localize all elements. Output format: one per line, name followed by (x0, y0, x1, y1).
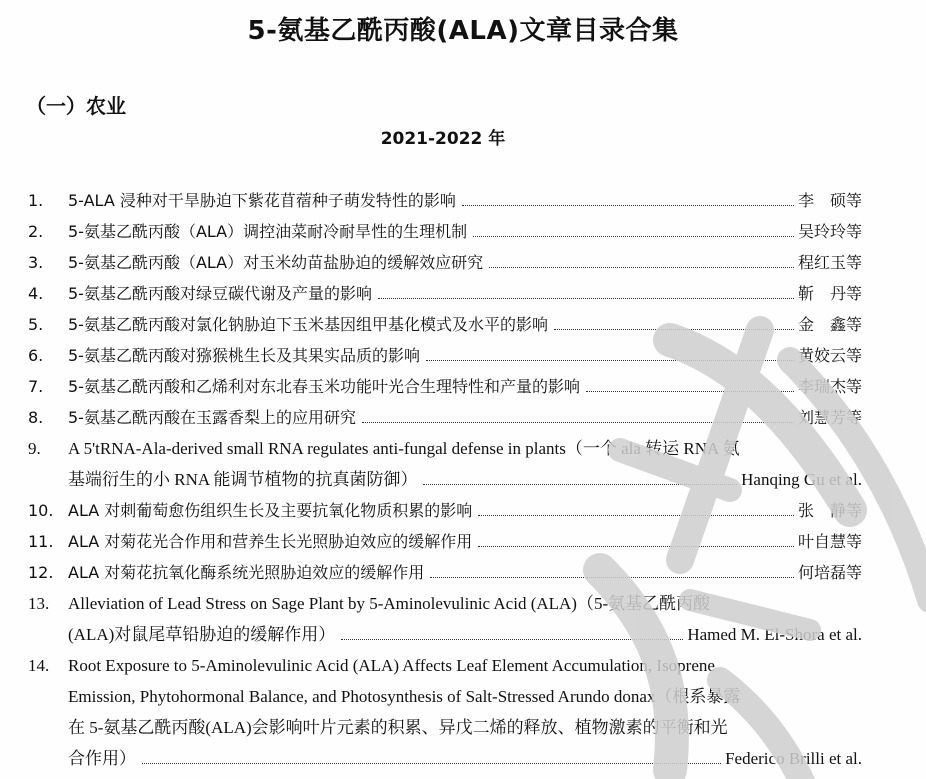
entry-author: 程红玉等 (797, 253, 862, 272)
entry-number: 3. (28, 253, 44, 272)
entry-title-line-last (68, 464, 862, 495)
toc-entry[interactable] (28, 402, 862, 433)
entry-number: 7. (28, 377, 44, 396)
entry-title-line-last (68, 619, 862, 650)
entry-title-line: A 5'tRNA-Ala-derived small RNA regulates anti-fungal defense in plants（一个 ala 转运 RNA 氨 (68, 439, 740, 458)
entry-author: 黄姣云等 (797, 346, 862, 365)
entry-author: 金 鑫等 (797, 315, 862, 334)
year-heading: 2021-2022 年 (380, 129, 506, 149)
leader-dots (554, 328, 794, 330)
entry-author: 李 硕等 (797, 191, 862, 210)
document-title: 5-氨基乙酰丙酸(ALA)文章目录合集 (247, 16, 679, 46)
entry-number: 6. (28, 346, 44, 365)
entry-number: 5. (28, 315, 44, 334)
entry-number: 13. (28, 594, 50, 613)
leader-dots (378, 297, 794, 299)
entry-title: ALA 对菊花抗氧化酶系统光照胁迫效应的缓解作用 (68, 563, 425, 582)
toc-entry[interactable] (28, 185, 862, 216)
toc-entry[interactable] (28, 557, 862, 588)
leader-dots (478, 514, 794, 516)
entry-author: Federico Brilli et al. (725, 749, 862, 768)
entry-author: Hanqing Gu et al. (741, 470, 862, 489)
toc-entry[interactable] (28, 495, 862, 526)
leader-dots (586, 390, 794, 392)
toc-entry[interactable] (28, 309, 862, 340)
leader-dots (341, 638, 683, 640)
entry-number: 10. (28, 501, 54, 520)
leader-dots (362, 421, 794, 423)
entry-title: 5-氨基乙酰丙酸在玉露香梨上的应用研究 (68, 408, 356, 427)
entry-title-line: 基端衍生的小 RNA 能调节植物的抗真菌防御） (68, 470, 418, 489)
toc-entry[interactable] (28, 526, 862, 557)
entry-title-line: Emission, Phytohormonal Balance, and Photosynthesis of Salt-Stressed Arundo donax（根系暴露 (68, 687, 741, 706)
entry-author: 何培磊等 (797, 563, 862, 582)
toc-entry[interactable] (28, 588, 862, 650)
entry-title: 5-ALA 浸种对干旱胁迫下紫花苜蓿种子萌发特性的影响 (68, 191, 456, 210)
entry-number: 1. (28, 191, 44, 210)
entry-title-line: 在 5-氨基乙酰丙酸(ALA)会影响叶片元素的积累、异戊二烯的释放、植物激素的平衡和光 (68, 718, 728, 737)
entry-number: 9. (28, 439, 41, 458)
entry-title-line-last (68, 743, 862, 774)
entry-number: 14. (28, 656, 50, 675)
entry-title-line: (ALA)对鼠尾草铅胁迫的缓解作用） (68, 625, 336, 644)
entry-title: 5-氨基乙酰丙酸对氯化钠胁迫下玉米基因组甲基化模式及水平的影响 (68, 315, 548, 334)
section-heading: （一）农业 (26, 94, 126, 118)
leader-dots (430, 576, 794, 578)
entry-author: 靳 丹等 (797, 284, 862, 303)
toc-entry[interactable] (28, 650, 862, 774)
toc-entry[interactable] (28, 340, 862, 371)
entry-number: 8. (28, 408, 44, 427)
entry-author: 李瑞杰等 (797, 377, 862, 396)
leader-dots (426, 359, 794, 361)
leader-dots (462, 204, 794, 206)
leader-dots (478, 545, 794, 547)
entry-author: 吴玲玲等 (797, 222, 862, 241)
entry-body (68, 650, 862, 774)
entry-title: 5-氨基乙酰丙酸（ALA）对玉米幼苗盐胁迫的缓解效应研究 (68, 253, 484, 272)
entry-author: 叶自慧等 (797, 532, 862, 551)
entry-number: 4. (28, 284, 44, 303)
entry-number: 12. (28, 563, 54, 582)
entry-title-line: Alleviation of Lead Stress on Sage Plant by 5-Aminolevulinic Acid (ALA)（5-氨基乙酰丙酸 (68, 594, 711, 613)
entry-number: 2. (28, 222, 44, 241)
entry-title: 5-氨基乙酰丙酸（ALA）调控油菜耐冷耐旱性的生理机制 (68, 222, 468, 241)
entry-author: 张 静等 (797, 501, 862, 520)
toc-entry[interactable] (28, 371, 862, 402)
entry-body (68, 433, 862, 495)
toc-entry[interactable] (28, 278, 862, 309)
toc-entry[interactable] (28, 216, 862, 247)
entry-title: 5-氨基乙酰丙酸对猕猴桃生长及其果实品质的影响 (68, 346, 420, 365)
entry-number: 11. (28, 532, 54, 551)
entry-body (68, 588, 862, 650)
entry-author: 刘慧芳等 (797, 408, 862, 427)
entry-title: ALA 对菊花光合作用和营养生长光照胁迫效应的缓解作用 (68, 532, 473, 551)
entry-title: 5-氨基乙酰丙酸对绿豆碳代谢及产量的影响 (68, 284, 372, 303)
leader-dots (473, 235, 794, 237)
entry-title: ALA 对刺葡萄愈伤组织生长及主要抗氧化物质积累的影响 (68, 501, 473, 520)
toc-entry[interactable] (28, 433, 862, 495)
leader-dots (423, 483, 737, 485)
entry-title: 5-氨基乙酰丙酸和乙烯利对东北春玉米功能叶光合生理特性和产量的影响 (68, 377, 580, 396)
leader-dots (142, 762, 721, 764)
table-of-contents (28, 185, 862, 774)
entry-title-line: 合作用） (68, 749, 136, 768)
entry-author: Hamed M. El-Shora et al. (687, 625, 862, 644)
leader-dots (489, 266, 794, 268)
entry-title-line: Root Exposure to 5-Aminolevulinic Acid (ALA) Affects Leaf Element Accumulation, Isoprene (68, 656, 715, 675)
toc-entry[interactable] (28, 247, 862, 278)
